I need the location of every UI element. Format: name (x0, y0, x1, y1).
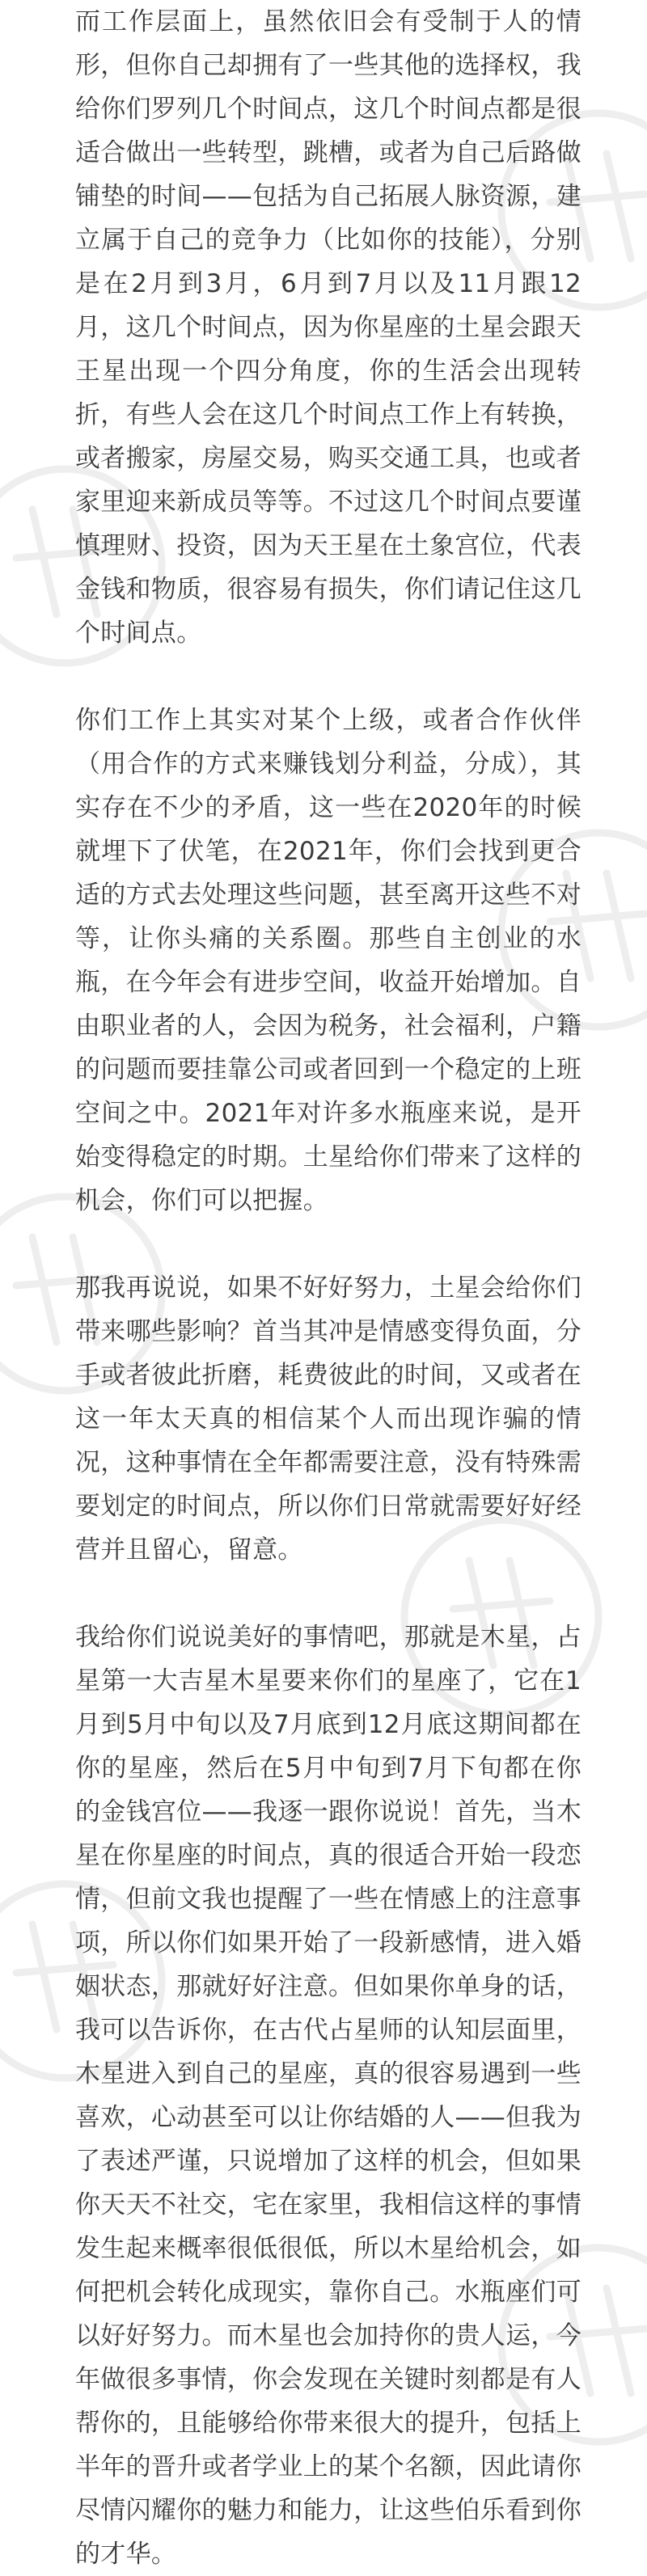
paragraph-spacer (75, 655, 581, 699)
article-paragraph: 你们工作上其实对某个上级，或者合作伙伴（用合作的方式来赚钱划分利益，分成），其实存在不少的矛盾，这一些在2020年的时候就埋下了伏笔，在2021年，你们会找到更合适的方式去处理这些问题，甚至离开这些不对等，让你头痛的关系圈。那些自主创业的水瓶，在今年会有进步空间，收益开始增加。自由职业者的人，会因为税务，社会福利，户籍的问题而要挂靠公司或者回到一个稳定的上班空间之中。2021年对许多水瓶座来说，是开始变得稳定的时期。土星给你们带来了这样的机会，你们可以把握。 (75, 706, 581, 1215)
article-paragraph: 我给你们说说美好的事情吧，那就是木星，占星第一大吉星木星要来你们的星座了，它在1月到5月中旬以及7月底到12月底这期间都在你的星座，然后在5月中旬到7月下旬都在你的金钱宫位——我逐一跟你说说！首先，当木星在你星座的时间点，真的很适合开始一段恋情，但前文我也提醒了一些在情感上的注意事项，所以你们如果开始了一段新感情，进入婚姻状态，那就好好注意。但如果你单身的话，我可以告诉你，在古代占星师的认知层面里，木星进入到自己的星座，真的很容易遇到一些喜欢，心动甚至可以让你结婚的人——但我为了表述严谨，只说增加了这样的机会，但如果你天天不社交，宅在家里，我相信这样的事情发生起来概率很低很低，所以木星给机会，如何把机会转化成现实，靠你自己。水瓶座们可以好好努力。而木星也会加持你的贵人运，今年做很多事情，你会发现在关键时刻都是有人帮你的，且能够给你带来很大的提升，包括上半年的晋升或者学业上的某个名额，因此请你尽情闪耀你的魅力和能力，让这些伯乐看到你的才华。 (75, 1623, 581, 2569)
article-paragraph: 那我再说说，如果不好好努力，土星会给你们带来哪些影响？首当其冲是情感变得负面，分手或者彼此折磨，耗费彼此的时间，又或者在这一年太天真的相信某个人而出现诈骗的情况，这种事情在全年都需要注意，没有特殊需要划定的时间点，所以你们日常就需要好好经营并且留心，留意。 (75, 1273, 581, 1565)
article-paragraph: 而工作层面上，虽然依旧会有受制于人的情形，但你自己却拥有了一些其他的选择权，我给你们罗列几个时间点，这几个时间点都是很适合做出一些转型，跳槽，或者为自己后路做铺垫的时间——包括为自己拓展人脉资源，建立属于自己的竞争力（比如你的技能），分别是在2月到3月，6月到7月以及11月跟12月，这几个时间点，因为你星座的土星会跟天王星出现一个四分角度，你的生活会出现转折，有些人会在这几个时间点工作上有转换，或者搬家，房屋交易，购买交通工具，也或者家里迎来新成员等等。不过这几个时间点要谨慎理财、投资，因为天王星在土象宫位，代表金钱和物质，很容易有损失，你们请记住这几个时间点。 (75, 7, 581, 648)
paragraph-spacer (75, 1572, 581, 1615)
paragraph-spacer (75, 1223, 581, 1266)
article-body (75, 0, 581, 2576)
